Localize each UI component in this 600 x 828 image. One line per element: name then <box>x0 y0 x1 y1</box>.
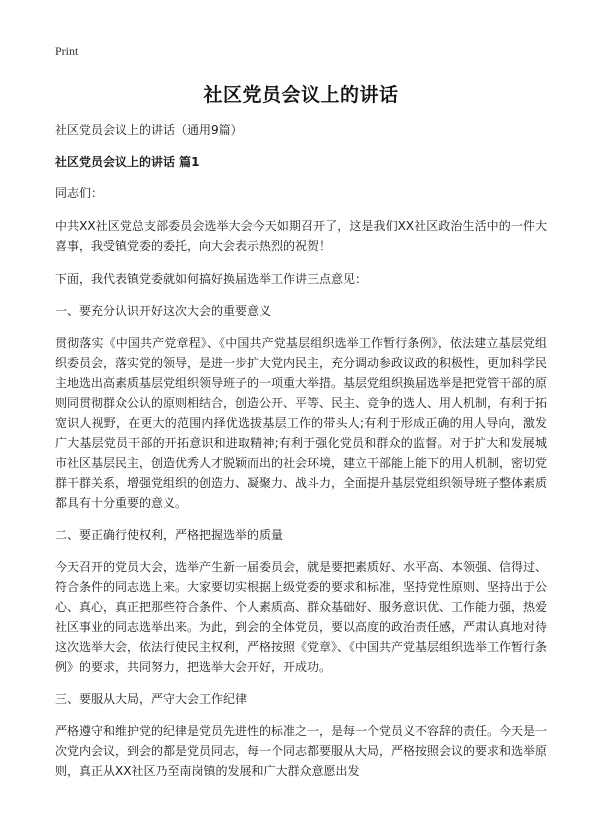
point-heading: 一、要充分认识开好这次大会的重要意义 <box>55 304 272 318</box>
opening-paragraph: 中共XX社区党总支部委员会选举大会今天如期召开了，这是我们XX社区政治生活中的一件大喜事，我受镇党委的委托，向大会表示热烈的祝贺！ <box>55 219 547 253</box>
point-heading: 三、要服从大局，严守大会工作纪律 <box>55 692 248 706</box>
print-link[interactable]: Print <box>55 44 79 58</box>
intro-paragraph: 下面，我代表镇党委就如何搞好换届选举工作讲三点意见： <box>55 272 368 286</box>
salutation: 同志们： <box>55 186 104 200</box>
section-heading: 社区党员会议上的讲话 篇1 <box>55 155 200 169</box>
point-heading: 二、要正确行使权利，严格把握选举的质量 <box>55 528 284 542</box>
point-body: 严格遵守和维护党的纪律是党员先进性的标准之一，是每一个党员义不容辞的责任。今天是一次党内会议，到会的都是党员同志，每一个同志都要服从大局，严格按照会议的要求和选举原则，真正从XX社区乃至南岗镇的发展和广大群众意愿出发 <box>55 724 548 778</box>
page-title: 社区党员会议上的讲话 <box>203 84 399 106</box>
point-body: 今天召开的党员大会，选举产生新一届委员会，就是要把素质好、水平高、本领强、信得过、符合条件的同志选上来。大家要切实根据上级党委的要求和标准，坚持党性原则、坚持出于公心、真心，真正把那些符合条件、个人素质高、群众基础好、服务意识优、工作能力强，热爱社区事业的同志选举出来。为此，到会的全体党员，要以高度的政治责任感，严肃认真地对待这次选举大会，依法行使民主权利，严格按照《党章》、《中国共产党基层组织选举工作暂行条例》的要求，共同努力，把选举大会开好，开成功。 <box>55 560 548 674</box>
document-subtitle: 社区党员会议上的讲话（通用9篇） <box>55 123 243 137</box>
point-body: 贯彻落实《中国共产党章程》、《中国共产党基层组织选举工作暂行条例》，依法建立基层党组织委员会，落实党的领导，是进一步扩大党内民主，充分调动参政议政的积极性，更加科学民主地选出高素质基层党组织领导班子的一项重大举措。基层党组织换届选举是把党管干部的原则同贯彻群众公认的原则相结合，创造公开、平等、民主、竞争的选人、用人机制，有利于拓宽识人视野，在更大的范围内择优选拔基层工作的带头人;有利于形成正确的用人导向，激发广大基层党员干部的开拓意识和进取精神;有利于强化党员和群众的监督。对于扩大和发展城市社区基层民主，创造优秀人才脱颖而出的社会环境，建立干部能上能下的用人机制，密切党群干群关系，增强党组织的创造力、凝聚力、战斗力，全面提升基层党组织领导班子整体素质都具有十分重要的意义。 <box>55 336 548 510</box>
document-body <box>55 80 547 794</box>
